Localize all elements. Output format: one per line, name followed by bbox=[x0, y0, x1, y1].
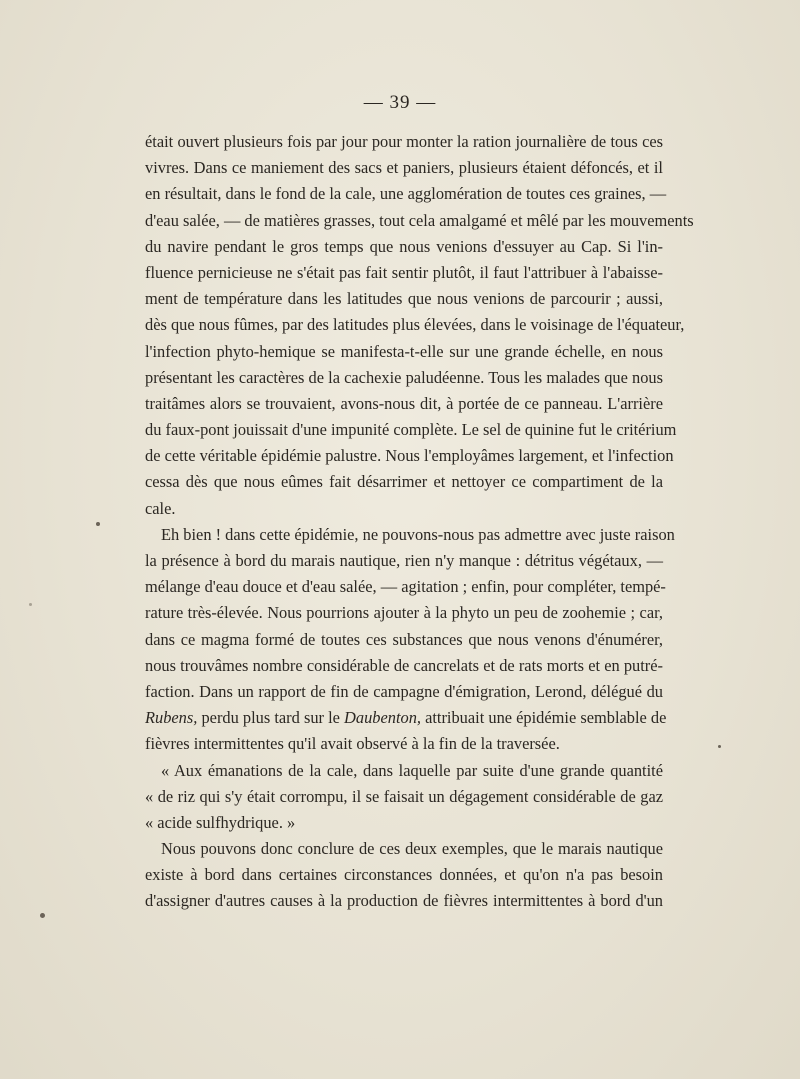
text-line: fluence pernicieuse ne s'était pas fait sentir plutôt, il faut l'attribuer à l'abaisse- bbox=[145, 262, 663, 282]
text-line: existe à bord dans certaines circonstances données, et qu'on n'a pas besoin bbox=[145, 865, 663, 885]
text-line: mélange d'eau douce et d'eau salée, — agitation ; enfin, pour compléter, tempé- bbox=[145, 577, 666, 597]
text-line: la présence à bord du marais nautique, rien n'y manque : détritus végétaux, — bbox=[145, 551, 663, 570]
text-line: d'eau salée, — de matières grasses, tout cela amalgamé et mêlé par les mouvements bbox=[145, 210, 694, 230]
text-line: Rubens, perdu plus tard sur le Daubenton, attribuait une épidémie semblable de bbox=[145, 708, 667, 728]
paper-speck bbox=[29, 603, 32, 606]
text-line: Nous pouvons donc conclure de ces deux exemples, que le marais nautique bbox=[161, 839, 663, 859]
paper-speck bbox=[718, 745, 721, 748]
text-line: dans ce magma formé de toutes ces substances que nous venons d'énumérer, bbox=[145, 629, 663, 649]
text-line: rature très-élevée. Nous pourrions ajouter à la phyto un peu de zoohemie ; car, bbox=[145, 603, 663, 623]
text-line: cale. bbox=[145, 498, 176, 518]
text-line: traitâmes alors se trouvaient, avons-nous dit, à portée de ce panneau. L'arrière bbox=[145, 393, 663, 413]
text-line: « de riz qui s'y était corrompu, il se faisait un dégagement considérable de gaz bbox=[145, 786, 663, 806]
body-text bbox=[145, 129, 694, 915]
text-line: de cette véritable épidémie palustre. Nous l'employâmes largement, et l'infection bbox=[145, 446, 674, 466]
text-line: dès que nous fûmes, par des latitudes plus élevées, dans le voisinage de l'équateur, bbox=[145, 315, 685, 335]
text-line: ment de température dans les latitudes que nous venions de parcourir ; aussi, bbox=[145, 289, 663, 309]
text-line: « acide sulfhydrique. » bbox=[145, 812, 296, 832]
page-number: — 39 — bbox=[363, 92, 437, 113]
text-line: vivres. Dans ce maniement des sacs et paniers, plusieurs étaient défoncés, et il bbox=[145, 158, 663, 178]
text-line: du faux-pont jouissait d'une impunité complète. Le sel de quinine fut le critérium bbox=[145, 420, 677, 440]
text-line: cessa dès que nous eûmes fait désarrimer et nettoyer ce compartiment de la bbox=[145, 472, 663, 492]
text-line: faction. Dans un rapport de fin de campagne d'émigration, Lerond, délégué du bbox=[145, 681, 663, 701]
text-line: nous trouvâmes nombre considérable de cancrelats et de rats morts et en putré- bbox=[145, 655, 663, 675]
text-line: du navire pendant le gros temps que nous venions d'essuyer au Cap. Si l'in- bbox=[145, 236, 663, 256]
paper-speck bbox=[40, 913, 45, 918]
text-line: était ouvert plusieurs fois par jour pour monter la ration journalière de tous ces bbox=[145, 132, 663, 151]
text-line: présentant les caractères de la cachexie paludéenne. Tous les malades que nous bbox=[145, 367, 663, 387]
text-line: « Aux émanations de la cale, dans laquelle par suite d'une grande quantité bbox=[161, 760, 663, 780]
text-line: l'infection phyto-hemique se manifesta-t-elle sur une grande échelle, en nous bbox=[145, 341, 663, 361]
text-line: d'assigner d'autres causes à la production de fièvres intermittentes à bord d'un bbox=[145, 891, 663, 911]
text-line: fièvres intermittentes qu'il avait observé à la fin de la traversée. bbox=[145, 734, 560, 754]
text-line: Eh bien ! dans cette épidémie, ne pouvons-nous pas admettre avec juste raison bbox=[161, 524, 675, 544]
paper-speck bbox=[96, 522, 100, 526]
text-line: en résultait, dans le fond de la cale, une agglomération de toutes ces graines, — bbox=[145, 184, 667, 204]
